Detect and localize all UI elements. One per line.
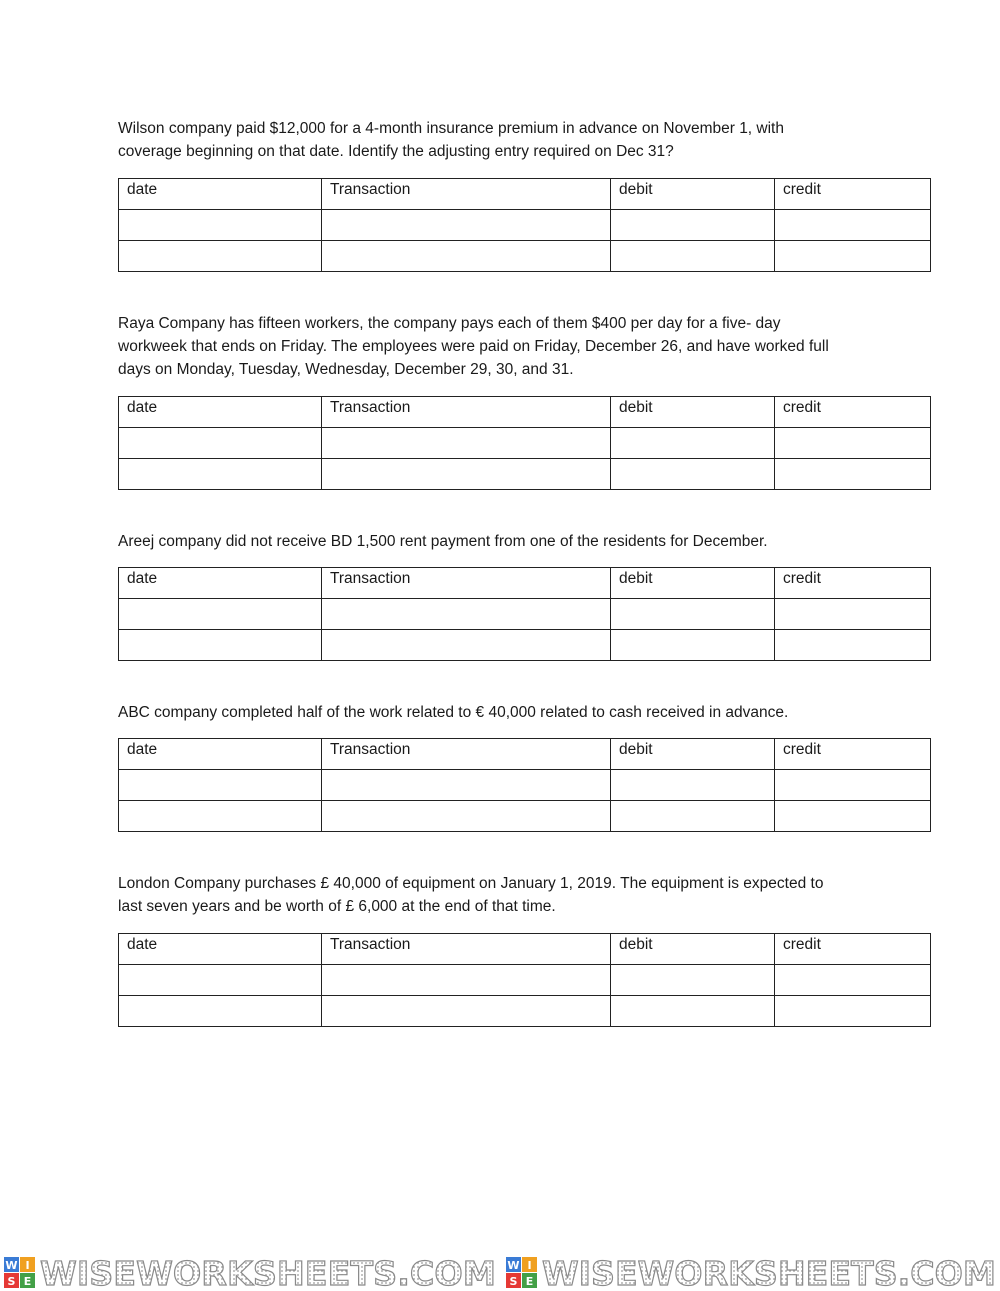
wiseworksheets-logo-icon [506, 1257, 537, 1288]
question-1-text: Wilson company paid $12,000 for a 4-month insurance premium in advance on November 1, with coverage beginning on that date. Identify the adjusting entry required on Dec 31? [118, 120, 784, 160]
debit-cell[interactable] [611, 801, 775, 832]
header-credit: credit [775, 568, 931, 599]
header-debit: debit [611, 739, 775, 770]
debit-cell[interactable] [611, 428, 775, 459]
journal-table-2 [118, 396, 931, 490]
date-cell[interactable] [119, 630, 322, 661]
credit-cell[interactable] [775, 210, 931, 241]
wiseworksheets-footer-banner [0, 1253, 1000, 1291]
header-transaction: Transaction [322, 179, 611, 210]
logo-letter: S [509, 1275, 518, 1288]
transaction-cell[interactable] [322, 965, 611, 996]
transaction-cell[interactable] [322, 770, 611, 801]
header-date: date [119, 179, 322, 210]
debit-cell[interactable] [611, 241, 775, 272]
table-row [119, 459, 931, 490]
credit-cell[interactable] [775, 965, 931, 996]
transaction-cell[interactable] [322, 801, 611, 832]
transaction-cell[interactable] [322, 428, 611, 459]
header-credit: credit [775, 739, 931, 770]
journal-table-3 [118, 567, 931, 661]
transaction-cell[interactable] [322, 599, 611, 630]
logo-letter: I [25, 1259, 30, 1272]
table-row [119, 801, 931, 832]
date-cell[interactable] [119, 210, 322, 241]
table-row [119, 965, 931, 996]
debit-cell[interactable] [611, 459, 775, 490]
table-header-row [119, 739, 931, 770]
header-date: date [119, 739, 322, 770]
credit-cell[interactable] [775, 241, 931, 272]
logo-letter: W [5, 1259, 18, 1272]
date-cell[interactable] [119, 599, 322, 630]
header-date: date [119, 568, 322, 599]
credit-cell[interactable] [775, 428, 931, 459]
table-header-row [119, 179, 931, 210]
question-3-text: Areej company did not receive BD 1,500 rent payment from one of the residents for December. [118, 533, 768, 550]
header-date: date [119, 934, 322, 965]
header-date: date [119, 397, 322, 428]
logo-letter: S [7, 1275, 16, 1288]
transaction-cell[interactable] [322, 996, 611, 1027]
credit-cell[interactable] [775, 996, 931, 1027]
footer-watermark-svg [0, 1253, 1000, 1291]
header-credit: credit [775, 934, 931, 965]
credit-cell[interactable] [775, 770, 931, 801]
date-cell[interactable] [119, 241, 322, 272]
logo-letter: E [23, 1275, 32, 1288]
question-2-text: Raya Company has fifteen workers, the company pays each of them $400 per day for a five- day workweek that ends on Friday. The employees were paid on Friday, December 26, and have worked full days on Monday, Tuesday, Wednesday, December 29, 30, and 31. [118, 315, 829, 378]
debit-cell[interactable] [611, 210, 775, 241]
transaction-cell[interactable] [322, 630, 611, 661]
table-header-row [119, 568, 931, 599]
header-credit: credit [775, 179, 931, 210]
credit-cell[interactable] [775, 459, 931, 490]
credit-cell[interactable] [775, 630, 931, 661]
wiseworksheets-logo-icon [4, 1257, 35, 1288]
date-cell[interactable] [119, 428, 322, 459]
question-5-text: London Company purchases £ 40,000 of equipment on January 1, 2019. The equipment is expected to last seven years and be worth of £ 6,000 at the end of that time. [118, 875, 824, 915]
date-cell[interactable] [119, 965, 322, 996]
date-cell[interactable] [119, 459, 322, 490]
header-transaction: Transaction [322, 934, 611, 965]
table-row [119, 996, 931, 1027]
debit-cell[interactable] [611, 996, 775, 1027]
credit-cell[interactable] [775, 599, 931, 630]
header-transaction: Transaction [322, 568, 611, 599]
debit-cell[interactable] [611, 965, 775, 996]
table-row [119, 770, 931, 801]
journal-table-4 [118, 738, 931, 832]
table-header-row [119, 934, 931, 965]
table-row [119, 428, 931, 459]
debit-cell[interactable] [611, 599, 775, 630]
logo-letter: W [507, 1259, 520, 1272]
transaction-cell[interactable] [322, 210, 611, 241]
journal-table-5 [118, 933, 931, 1027]
logo-letter: I [527, 1259, 532, 1272]
transaction-cell[interactable] [322, 241, 611, 272]
watermark-text: WISEWORKSHEETS.COM [40, 1254, 497, 1291]
header-debit: debit [611, 934, 775, 965]
table-row [119, 599, 931, 630]
table-header-row [119, 397, 931, 428]
debit-cell[interactable] [611, 630, 775, 661]
header-transaction: Transaction [322, 739, 611, 770]
credit-cell[interactable] [775, 801, 931, 832]
transaction-cell[interactable] [322, 459, 611, 490]
table-row [119, 241, 931, 272]
debit-cell[interactable] [611, 770, 775, 801]
date-cell[interactable] [119, 801, 322, 832]
header-debit: debit [611, 397, 775, 428]
question-4-text: ABC company completed half of the work related to € 40,000 related to cash received in advance. [118, 704, 789, 721]
table-row [119, 630, 931, 661]
header-debit: debit [611, 568, 775, 599]
watermark-text: WISEWORKSHEETS.COM [542, 1254, 996, 1291]
date-cell[interactable] [119, 770, 322, 801]
journal-table-1 [118, 178, 931, 272]
logo-letter: E [525, 1275, 534, 1288]
date-cell[interactable] [119, 996, 322, 1027]
header-debit: debit [611, 179, 775, 210]
header-credit: credit [775, 397, 931, 428]
table-row [119, 210, 931, 241]
header-transaction: Transaction [322, 397, 611, 428]
